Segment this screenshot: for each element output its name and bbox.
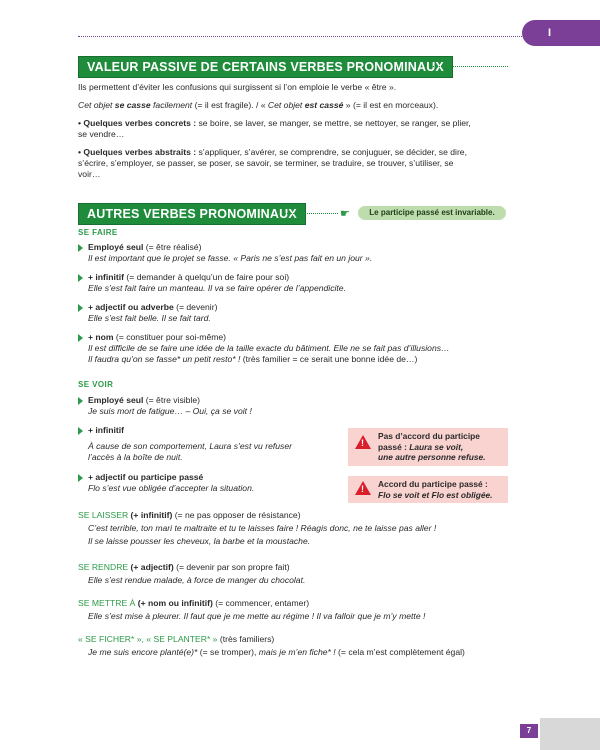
bullet-arrow-icon: [78, 397, 83, 405]
se-faire-item2: + infinitif (= demander à quelqu’un de faire pour soi): [88, 272, 290, 282]
se-voir-item3-example: Flo s’est vue obligée d’accepter la situation.: [88, 483, 255, 493]
se-rendre-example: Elle s’est rendue malade, à force de manger du chocolat.: [88, 575, 306, 585]
bullet-arrow-icon: [78, 244, 83, 252]
pointing-hand-icon: ☛: [340, 208, 350, 220]
se-voir-heading: SE VOIR: [78, 380, 114, 389]
se-ficher-heading: « SE FICHER* », « SE PLANTER* » (très familiers): [78, 634, 275, 644]
se-ficher-example: Je me suis encore planté(e)* (= se tromper), mais je m’en fiche* ! (= cela m’est complètement égal): [88, 647, 465, 657]
top-dotted-rule: [78, 36, 528, 37]
se-laisser-example1: C’est terrible, ton mari te maltraite et tu te laisses faire ! Réagis donc, ne te laisse pas aller !: [88, 523, 437, 533]
se-voir-item2-example2: l’accès à la boîte de nuit.: [88, 452, 183, 462]
section1-title: VALEUR PASSIVE DE CERTAINS VERBES PRONOMINAUX: [78, 56, 453, 78]
page-number: 7: [520, 724, 538, 738]
se-faire-item2-example: Elle s’est fait faire un manteau. Il va se faire opérer de l’appendicite.: [88, 283, 346, 293]
abstract-verbs: • Quelques verbes abstraits : s’appliquer, s’avérer, se comprendre, se conjuguer, se décider, se dire,: [78, 147, 467, 157]
se-faire-item3: + adjectif ou adverbe (= devenir): [88, 302, 218, 312]
se-voir-item3: + adjectif ou participe passé: [88, 472, 204, 482]
se-faire-item1-example: Il est important que le projet se fasse. « Paris ne s’est pas fait en un jour ».: [88, 253, 373, 263]
concrete-verbs-cont: se vendre…: [78, 129, 125, 139]
abstract-verbs-cont2: voir…: [78, 169, 101, 179]
section2-title: AUTRES VERBES PRONOMINAUX: [78, 203, 306, 225]
se-faire-item4-example2: Il faudra qu’on se fasse* un petit resto* ! (très familier = ce serait une bonne idée de…): [88, 354, 418, 364]
warning-box-agreement: ! Accord du participe passé : Flo se voit et Flo est obligée.: [348, 476, 508, 503]
se-mettre-example: Elle s’est mise à pleurer. Il faut que je me mette au régime ! Il va falloir que je m’y mette !: [88, 611, 426, 621]
se-voir-item2-example1: À cause de son comportement, Laura s’est vu refuser: [88, 441, 292, 451]
page-bottom-band: [540, 718, 600, 750]
bullet-arrow-icon: [78, 304, 83, 312]
bullet-arrow-icon: [78, 274, 83, 282]
se-faire-item1: Employé seul (= être réalisé): [88, 242, 202, 252]
se-faire-heading: SE FAIRE: [78, 228, 118, 237]
section1-rule: [430, 66, 508, 67]
se-voir-item1: Employé seul (= être visible): [88, 395, 200, 405]
abstract-verbs-cont: s’écrire, s’employer, se passer, se poser, se savoir, se terminer, se traduire, se trouver, s’utiliser, se: [78, 158, 454, 168]
section2-rule: [284, 213, 338, 214]
warning-icon: !: [355, 435, 371, 449]
se-faire-item3-example: Elle s’est fait belle. Il se fait tard.: [88, 313, 211, 323]
se-faire-item4-example1: Il est difficile de se faire une idée de la taille exacte du bâtiment. Elle ne se fait pas d’illusions…: [88, 343, 450, 353]
se-laisser-example2: Il se laisse pousser les cheveux, la barbe et la moustache.: [88, 536, 311, 546]
se-rendre-heading: SE RENDRE (+ adjectif) (= devenir par son propre fait): [78, 562, 290, 572]
se-voir-item2: + infinitif: [88, 425, 125, 435]
chapter-number: I: [548, 27, 552, 39]
se-voir-item1-example: Je suis mort de fatigue… – Oui, ça se voit !: [88, 406, 252, 416]
se-mettre-heading: SE METTRE À (+ nom ou infinitif) (= commencer, entamer): [78, 598, 310, 608]
se-faire-item4: + nom (= constituer pour soi-même): [88, 332, 227, 342]
warning-box-no-agreement: ! Pas d’accord du participe passé : Laura se voit, une autre personne refuse.: [348, 428, 508, 466]
bullet-arrow-icon: [78, 427, 83, 435]
se-laisser-heading: SE LAISSER (+ infinitif) (= ne pas opposer de résistance): [78, 510, 301, 520]
bullet-arrow-icon: [78, 334, 83, 342]
bullet-arrow-icon: [78, 474, 83, 482]
invariable-note: Le participe passé est invariable.: [358, 206, 506, 220]
warning-icon: !: [355, 481, 371, 495]
chapter-tab: [522, 20, 600, 46]
section1-intro: Ils permettent d’éviter les confusions qui surgissent si l’on emploie le verbe « être ».: [78, 82, 397, 92]
section1-example: Cet objet se casse facilement (= il est fragile). / « Cet objet est cassé » (= il est en morceaux).: [78, 100, 439, 110]
concrete-verbs: • Quelques verbes concrets : se boire, se laver, se manger, se mettre, se nettoyer, se ranger, se plier,: [78, 118, 471, 128]
